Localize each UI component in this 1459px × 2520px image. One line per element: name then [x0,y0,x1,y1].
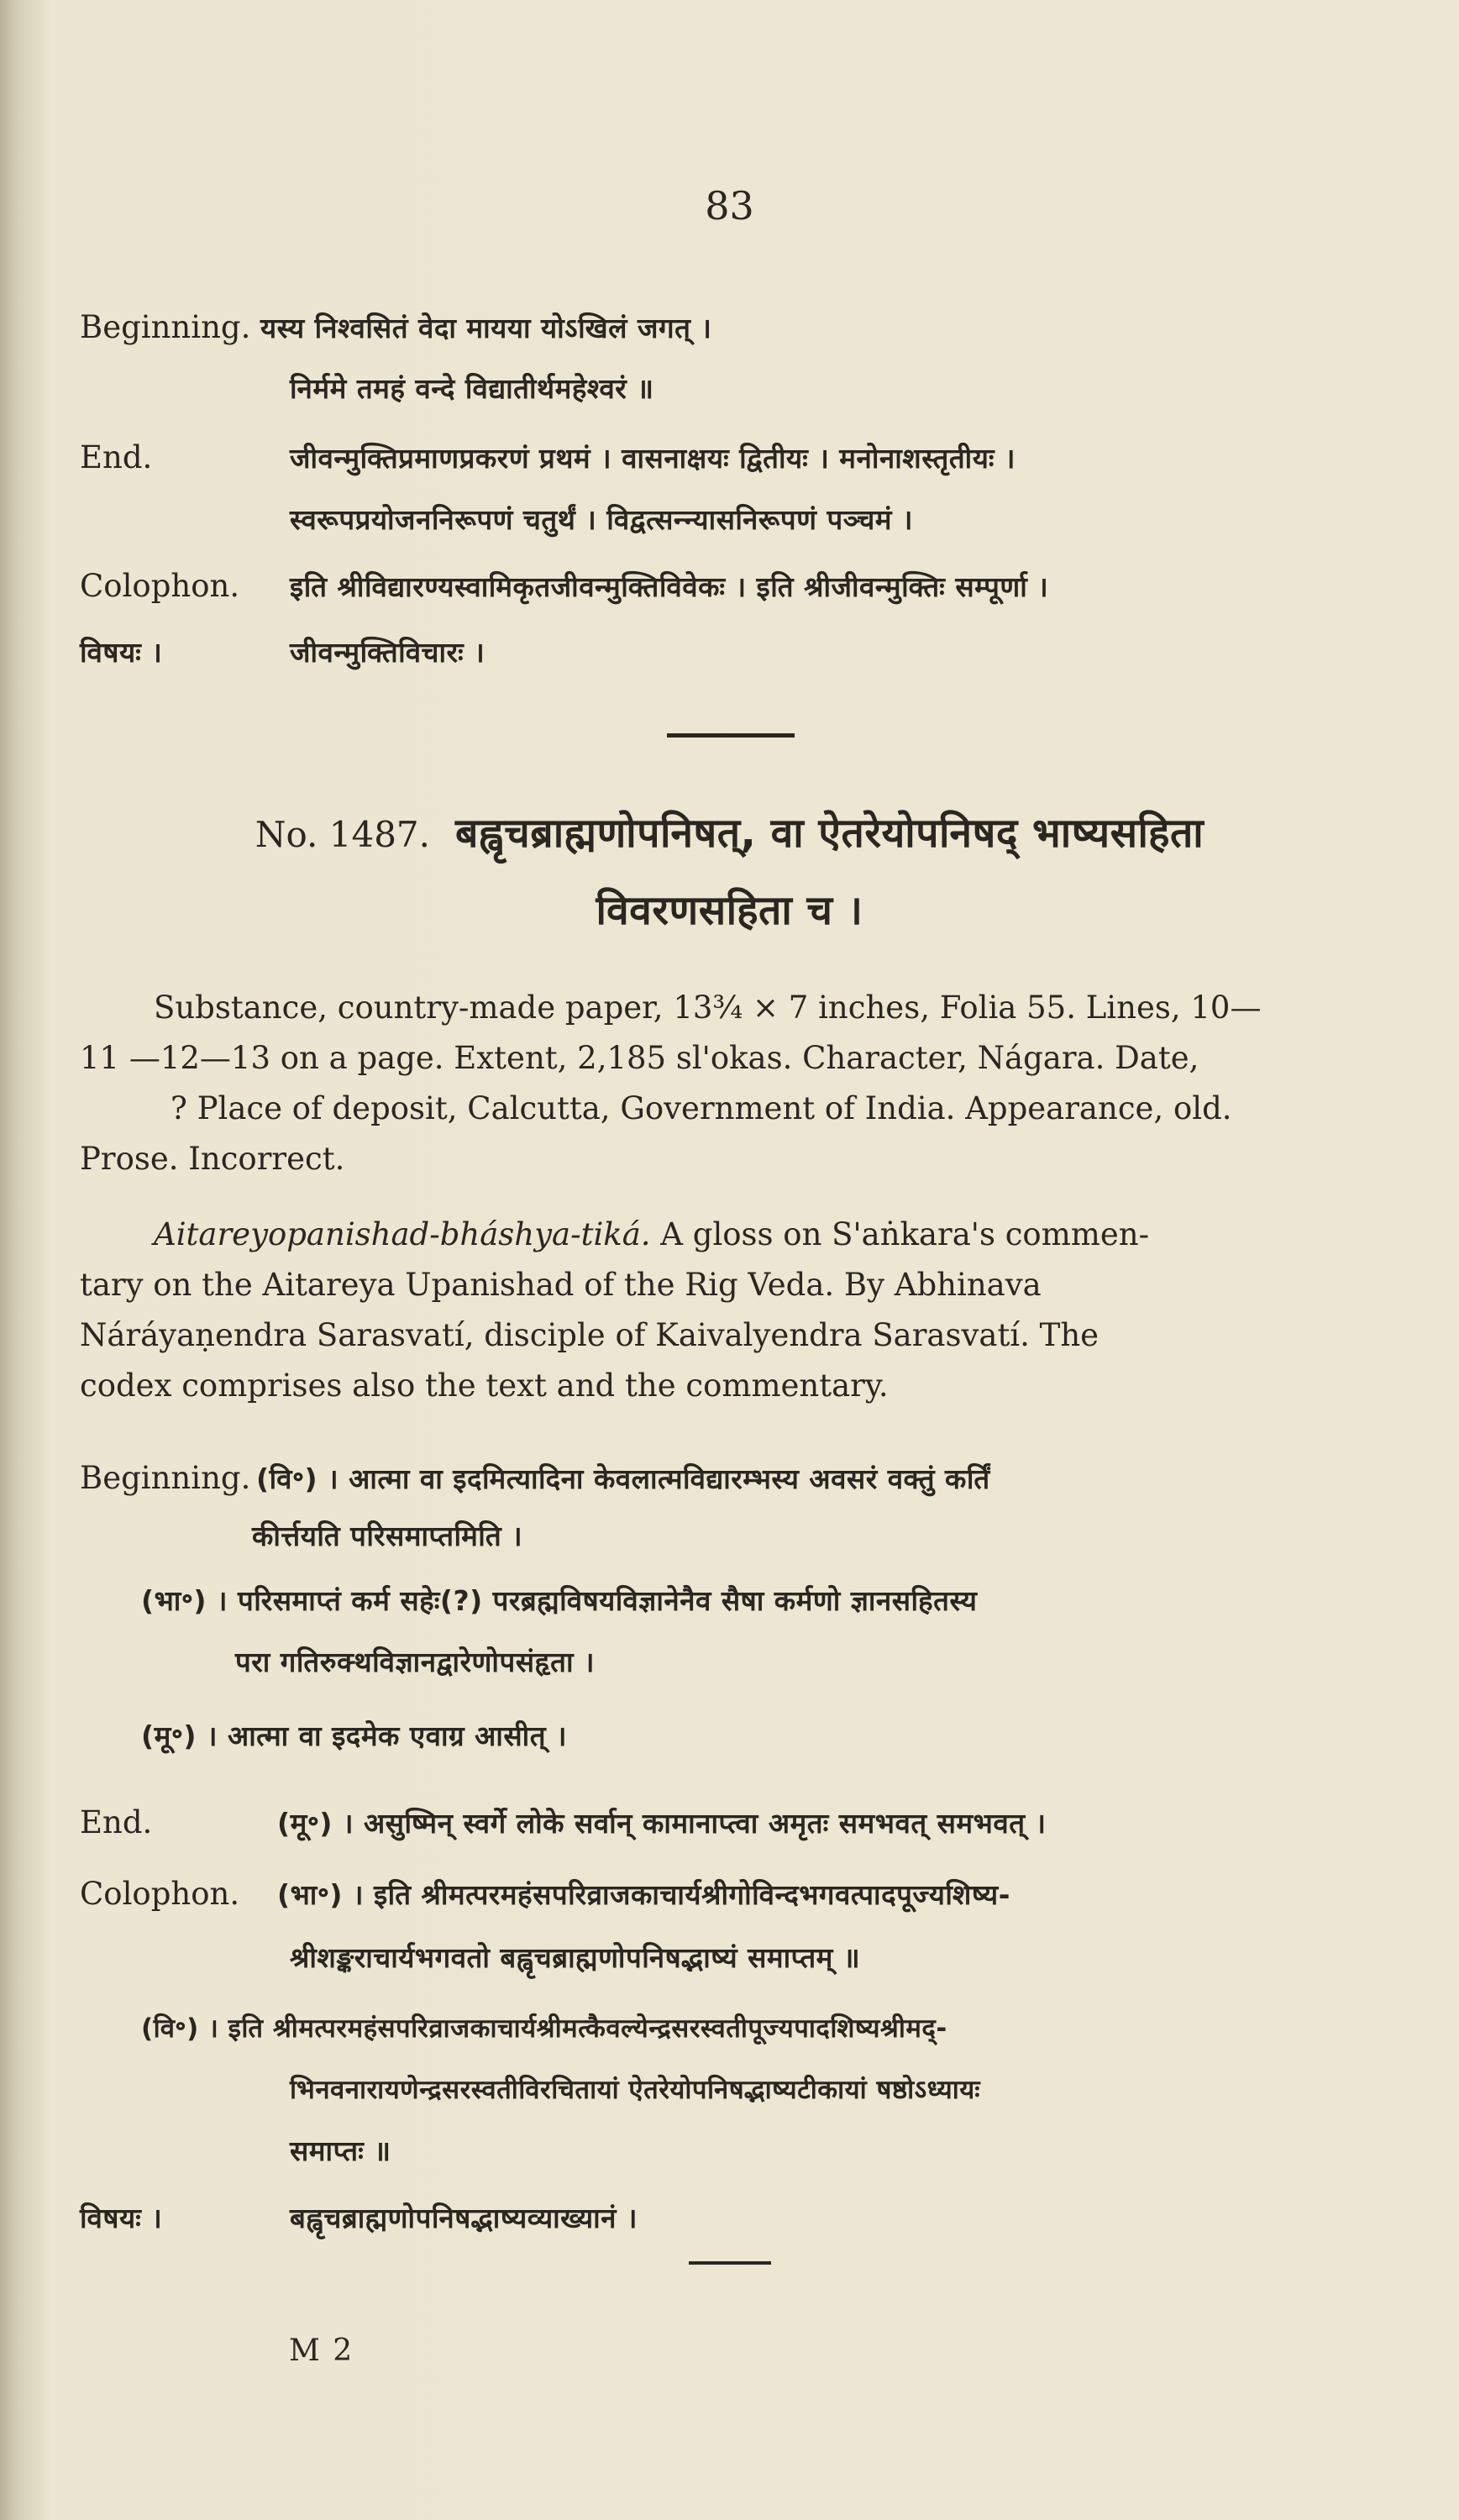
entry-beginning-line-2 [252,1510,1459,1562]
entry-beginning-line-1 [80,1453,1390,1504]
top-colophon-label: Colophon. [80,568,240,604]
entry-heading-line-1 [0,805,1459,859]
top-beginning-line-1 [80,302,1390,354]
entry-heading-line-2 [0,882,1459,937]
top-beginning-label: Beginning. [80,309,251,345]
top-end-label: End. [80,439,153,475]
entry-colophon-label: Colophon. [80,1876,240,1912]
entry-beginning-line-4 [235,1636,1459,1688]
desc-line-3: ? Place of deposit, Calcutta, Government of India. Appearance, old. [171,1090,1232,1126]
signature-mark: M 2 [289,2334,354,2368]
top-colophon-line [80,561,1390,612]
desc-line-4: Prose. Incorrect. [80,1141,345,1177]
note-line-2: tary on the Aitareya Upanishad of the Rig Veda. By Abhinava [80,1267,1042,1303]
desc-line-1: Substance, country-made paper, 13¾ × 7 inches, Folia 55. Lines, 10— [154,990,1262,1026]
entry-note [80,1210,1403,1411]
top-beginning-text-1: यस्य निश्वसितं वेदा मायया योऽखिलं जगत् । [260,312,712,344]
top-end-line-2 [290,494,1459,545]
entry-subject-line [80,2192,1390,2244]
work-title: Aitareyopanishad-bháshya-tiká. [154,1216,651,1252]
top-beginning-line-2 [290,363,1459,414]
top-colophon-text: इति श्रीविद्यारण्यस्वामिकृतजीवन्मुक्तिविवेकः । इति श्रीजीवन्मुक्तिः सम्पूर्णा । [290,570,1049,603]
entry-title-2: विवरणसहिता च । [596,887,863,934]
note-text-1: A gloss on S'aṅkara's commen- [650,1216,1150,1252]
entry-beginning-label: Beginning. [80,1460,251,1496]
desc-line-2: 11 —12—13 on a page. Extent, 2,185 sl'okas. Character, Nágara. Date, [80,1040,1199,1076]
end-divider [689,2261,771,2265]
page-number: 83 [705,183,754,228]
entry-beginning-text-2: कीर्त्तयति परिसमाप्तमिति । [252,1520,523,1552]
top-beginning-text-2: निर्ममे तमहं वन्दे विद्यातीर्थमहेश्वरं ॥ [290,372,654,405]
entry-end-label: End. [80,1804,153,1840]
entry-colophon-text-1: (भा॰) । इति श्रीमत्परमहंसपरिव्राजकाचार्यश्रीगोविन्दभगवत्पादपूज्यशिष्य- [277,1878,1010,1911]
entry-end-text-1: (मू॰) । असुष्मिन् स्वर्गे लोके सर्वान् कामानाप्त्वा अमृतः समभवत् समभवत् । [277,1807,1047,1840]
top-subject-line [80,627,1390,678]
entry-colophon-line-5 [290,2125,1459,2176]
entry-colophon-line-4 [290,2063,1459,2115]
entry-colophon-line-1 [80,1869,1390,1920]
entry-colophon-text-4: भिनवनारायणेन्द्रसरस्वतीविरचितायां ऐतरेयोपनिषद्भाष्यटीकायां षष्ठोऽध्यायः [290,2075,981,2105]
entry-description [80,983,1403,1184]
top-end-text-1: जीवन्मुक्तिप्रमाणप्रकरणं प्रथमं । वासनाक्षयः द्वितीयः । मनोनाशस्तृतीयः । [290,442,1016,475]
entry-colophon-text-5: समाप्तः ॥ [290,2134,391,2167]
entry-title-1: बह्वृचब्राह्मणोपनिषत्, वा ऐतरेयोपनिषद् भाष्यसहिता [455,810,1204,857]
entry-beginning-line-3 [141,1575,1451,1626]
entry-beginning-text-4: परा गतिरुक्थविज्ञानद्वारेणोपसंहृता । [235,1646,596,1678]
entry-colophon-text-2: श्रीशङ्कराचार्यभगवतो बह्वृचब्राह्मणोपनिषद्भाष्यं समाप्तम् ॥ [290,1941,861,1974]
entry-number: No. 1487. [255,814,430,855]
entry-colophon-line-3 [141,2002,1451,2054]
note-line-4: codex comprises also the text and the commentary. [80,1368,889,1404]
note-line-1 [80,1210,1403,1260]
top-end-text-2: स्वरूपप्रयोजननिरूपणं चतुर्थं । विद्वत्सन्न्यासनिरूपणं पञ्चमं । [290,503,914,536]
entry-end-line [80,1798,1390,1849]
top-end-line-1 [80,433,1390,484]
top-subject-label: विषयः । [80,636,163,669]
entry-beginning-text-3: (भा॰) । परिसमाप्तं कर्म सहेः(?) परब्रह्मविषयविज्ञानेनैव सैषा कर्मणो ज्ञानसहितस्य [141,1584,978,1617]
note-line-3: Náráyaṇendra Sarasvatí, disciple of Kaivalyendra Sarasvatí. The [80,1317,1099,1353]
entry-colophon-text-3: (वि॰) । इति श्रीमत्परमहंसपरिव्राजकाचार्यश्रीमत्कैवल्येन्द्रसरस्वतीपूज्यपादशिष्यश्रीमद्- [141,2013,947,2044]
top-subject-text: जीवन्मुक्तिविचारः । [290,636,485,669]
entry-beginning-text-5: (मू॰) । आत्मा वा इदमेक एवाग्र आसीत् । [141,1719,568,1752]
entry-beginning-line-5 [141,1710,1451,1761]
entry-colophon-line-2 [290,1932,1459,1983]
entry-subject-text: बह्वृचब्राह्मणोपनिषद्भाष्यव्याख्यानं । [290,2202,638,2234]
section-divider [667,733,795,738]
entry-beginning-text-1: (वि॰) । आत्मा वा इदमित्यादिना केवलात्मविद्यारम्भस्य अवसरं वक्तुं कर्तिं [256,1462,990,1495]
entry-subject-label: विषयः । [80,2202,163,2234]
